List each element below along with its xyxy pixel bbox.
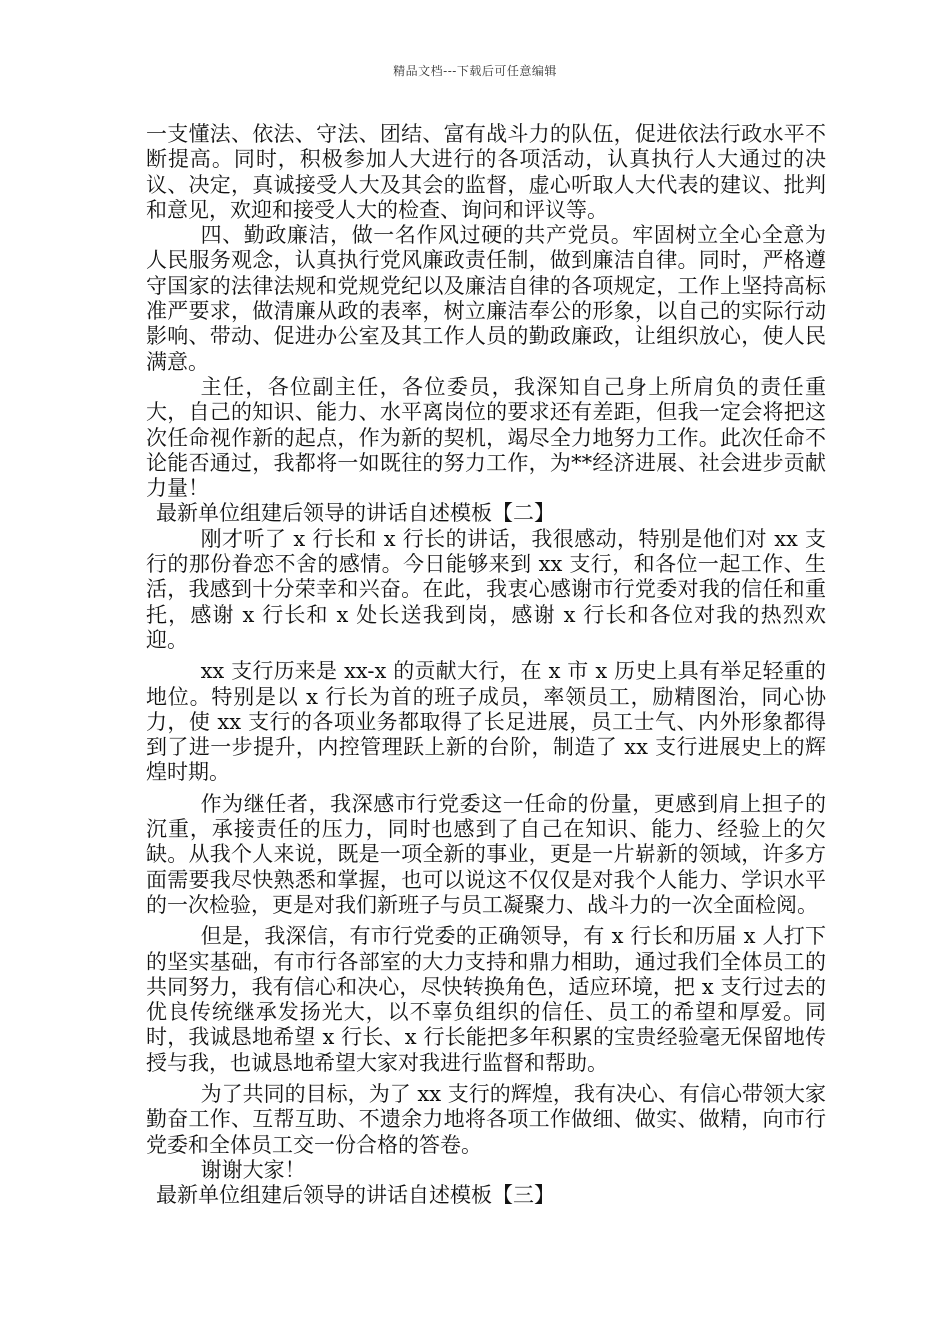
paragraph: 谢谢大家！ <box>200 1157 306 1182</box>
paragraph: 但是，我深信，有市行党委的正确领导，有 x 行长和历届 x 人打下的坚实基础，有市行各部室的大力支持和鼎力相助，通过我们全体员工的共同努力，我有信心和决心，尽快转换角色，适应环境，把 x 支行过去的优良传统继承发扬光大，以不辜负组织的信任、员工的希望和厚爱。同时，我诚恳地希望 x 行长、x 行长能把多年积累的宝贵经验毫无保留地传授与我，也诚恳地希望大家对我进行监督和帮助。 <box>146 924 826 1075</box>
paragraph: 一支懂法、依法、守法、团结、富有战斗力的队伍，促进依法行政水平不断提高。同时，积极参加人大进行的各项活动，认真执行人大通过的决议、决定，真诚接受人大及其会的监督，虚心听取人大代表的建议、批判和意见，欢迎和接受人大的检查、询问和评议等。 <box>146 122 826 222</box>
section-heading: 最新单位组建后领导的讲话自述模板【三】 <box>156 1183 555 1208</box>
paragraph: 主任，各位副主任，各位委员，我深知自己身上所肩负的责任重大，自己的知识、能力、水平离岗位的要求还有差距，但我一定会将把这次任命视作新的起点，作为新的契机，竭尽全力地努力工作。此次任命不论能否通过，我都将一如既往的努力工作，为**经济进展、社会进步贡献力量！ <box>146 374 826 501</box>
document-body <box>146 122 826 1208</box>
paragraph: 四、勤政廉洁，做一名作风过硬的共产党员。牢固树立全心全意为人民服务观念，认真执行党风廉政责任制，做到廉洁自律。同时，严格遵守国家的法律法规和党规党纪以及廉洁自律的各项规定，工作上坚持高标准严要求，做清廉从政的表率，树立廉洁奉公的形象，以自己的实际行动影响、带动、促进办公室及其工作人员的勤政廉政，让组织放心，使人民满意。 <box>146 223 826 374</box>
paragraph: xx 支行历来是 xx-x 的贡献大行，在 x 市 x 历史上具有举足轻重的地位。特别是以 x 行长为首的班子成员，率领员工，励精图治，同心协力，使 xx 支行的各项业务都取得了长足进展，员工士气、内外形象都得到了进一步提升，内控管理跃上新的台阶，制造了 xx 支行进展史上的辉煌时期。 <box>146 659 826 785</box>
paragraph: 刚才听了 x 行长和 x 行长的讲话，我很感动，特别是他们对 xx 支行的那份眷恋不舍的感情。今日能够来到 xx 支行，和各位一起工作、生活，我感到十分荣幸和兴奋。在此，我衷心感谢市行党委对我的信任和重托，感谢 x 行长和 x 处长送我到岗，感谢 x 行长和各位对我的热烈欢迎。 <box>146 526 826 652</box>
page-header: 精品文档---下载后可任意编辑 <box>393 64 557 78</box>
paragraph: 为了共同的目标，为了 xx 支行的辉煌，我有决心、有信心带领大家勤奋工作、互帮互助、不遗余力地将各项工作做细、做实、做精，向市行党委和全体员工交一份合格的答卷。 <box>146 1081 826 1157</box>
section-heading: 最新单位组建后领导的讲话自述模板【二】 <box>156 501 555 526</box>
paragraph: 作为继任者，我深感市行党委这一任命的份量，更感到肩上担子的沉重，承接责任的压力，同时也感到了自己在知识、能力、经验上的欠缺。从我个人来说，既是一项全新的事业，更是一片崭新的领域，许多方面需要我尽快熟悉和掌握，也可以说这不仅仅是对我个人能力、学识水平的一次检验，更是对我们新班子与员工凝聚力、战斗力的一次全面检阅。 <box>146 791 826 917</box>
